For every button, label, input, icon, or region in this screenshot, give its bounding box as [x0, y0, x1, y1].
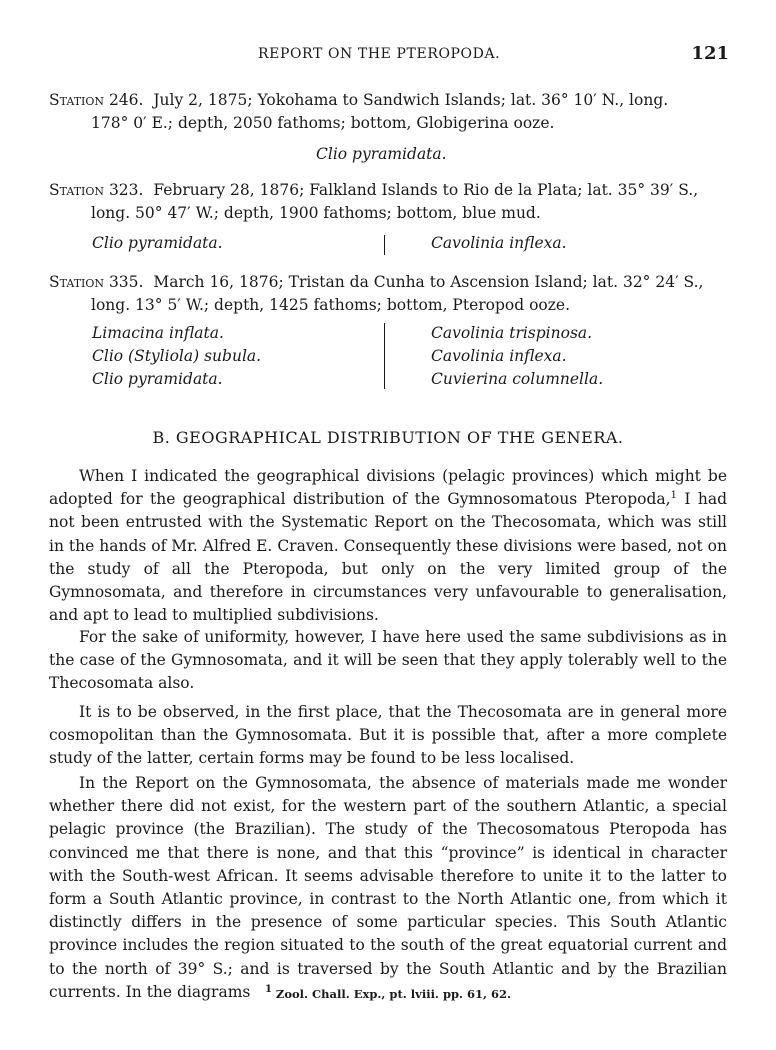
station-entry	[49, 89, 729, 135]
body-paragraph	[49, 701, 727, 771]
station-label: Station 323.	[49, 181, 144, 199]
station-label: Station 246.	[49, 91, 144, 109]
section-heading: B. GEOGRAPHICAL DISTRIBUTION OF THE GENERA.	[152, 428, 624, 447]
running-header	[0, 43, 776, 68]
column-divider	[384, 235, 385, 255]
paragraph-text: For the sake of uniformity, however, I have here used the same subdivisions as in the case of the Gymnosomata, and it will be seen that they apply tolerably well to the Thecosomata also.	[49, 628, 727, 693]
column-divider	[384, 323, 385, 389]
station-label: Station 335.	[49, 273, 144, 291]
running-title: REPORT ON THE PTEROPODA.	[258, 46, 501, 62]
species-name: Cavolinia trispinosa.	[431, 324, 593, 342]
species-name: Cavolinia inflexa.	[431, 234, 567, 252]
station-details: February 28, 1876; Falkland Islands to Rio de la Plata; lat. 35° 39′ S.,	[153, 181, 699, 199]
page-number: 121	[691, 43, 729, 64]
body-paragraph	[49, 626, 727, 696]
species-name: Cuvierina columnella.	[431, 370, 604, 388]
paragraph-text: It is to be observed, in the first place, that the Thecosomata are in general more cosmopolitan than the Gymnosomata. But it is possible that, after a more complete study of the latter, certain forms may be found to be less localised.	[49, 703, 727, 768]
footnote	[0, 984, 776, 1001]
station-details: March 16, 1876; Tristan da Cunha to Ascension Island; lat. 32° 24′ S.,	[153, 273, 704, 291]
species-name: Clio pyramidata.	[92, 234, 223, 252]
species-name: Clio (Styliola) subula.	[92, 347, 262, 365]
paragraph-text: I had not been entrusted with the Systematic Report on the Thecosomata, which was still in the hands of Mr. Alfred E. Craven. Consequently these divisions were based, not on the study of all the Pteropoda, but only on the very limited group of the Gymnosomata, and therefore in circumstances very unfavourable to generalisation, and apt to lead to multiplied subdivisions.	[49, 490, 727, 625]
station-details-continued: 178° 0′ E.; depth, 2050 fathoms; bottom, Globigerina ooze.	[91, 114, 555, 132]
footnote-text: Zool. Chall. Exp., pt. lviii. pp. 61, 62.	[275, 987, 512, 1001]
station-details-continued: long. 50° 47′ W.; depth, 1900 fathoms; bottom, blue mud.	[91, 204, 541, 222]
footnote-reference: 1	[670, 490, 677, 502]
species-name: Clio pyramidata.	[316, 145, 447, 163]
footnote-mark: 1	[264, 984, 272, 995]
station-details-continued: long. 13° 5′ W.; depth, 1425 fathoms; bottom, Pteropod ooze.	[91, 296, 571, 314]
body-paragraph	[49, 772, 727, 1004]
species-name: Limacina inflata.	[92, 324, 224, 342]
station-details: July 2, 1875; Yokohama to Sandwich Islands; lat. 36° 10′ N., long.	[153, 91, 669, 109]
species-name: Clio pyramidata.	[92, 370, 223, 388]
paragraph-text: In the Report on the Gymnosomata, the absence of materials made me wonder whether there did not exist, for the western part of the southern Atlantic, a special pelagic province (the Brazilian). The study of the Thecosomatous Pteropoda has convinced me that there is none, and that this “province” is identical in character with the South-west African. It seems advisable therefore to unite it to the latter to form a South Atlantic province, in contrast to the North Atlantic one, from which it distinctly differs in the presence of some particular species. This South Atlantic province includes the region situated to the south of the great equatorial current and to the north of 39° S.; and is traversed by the South Atlantic and by the Brazilian currents. In the diagrams	[49, 774, 727, 1001]
paragraph-text: When I indicated the geographical divisions (pelagic provinces) which might be adopted for the geographical distribution of the Gymnosomatous Pteropoda,	[49, 467, 727, 509]
species-name: Cavolinia inflexa.	[431, 347, 567, 365]
station-entry	[49, 271, 729, 317]
station-entry	[49, 179, 729, 225]
body-paragraph	[49, 465, 727, 627]
